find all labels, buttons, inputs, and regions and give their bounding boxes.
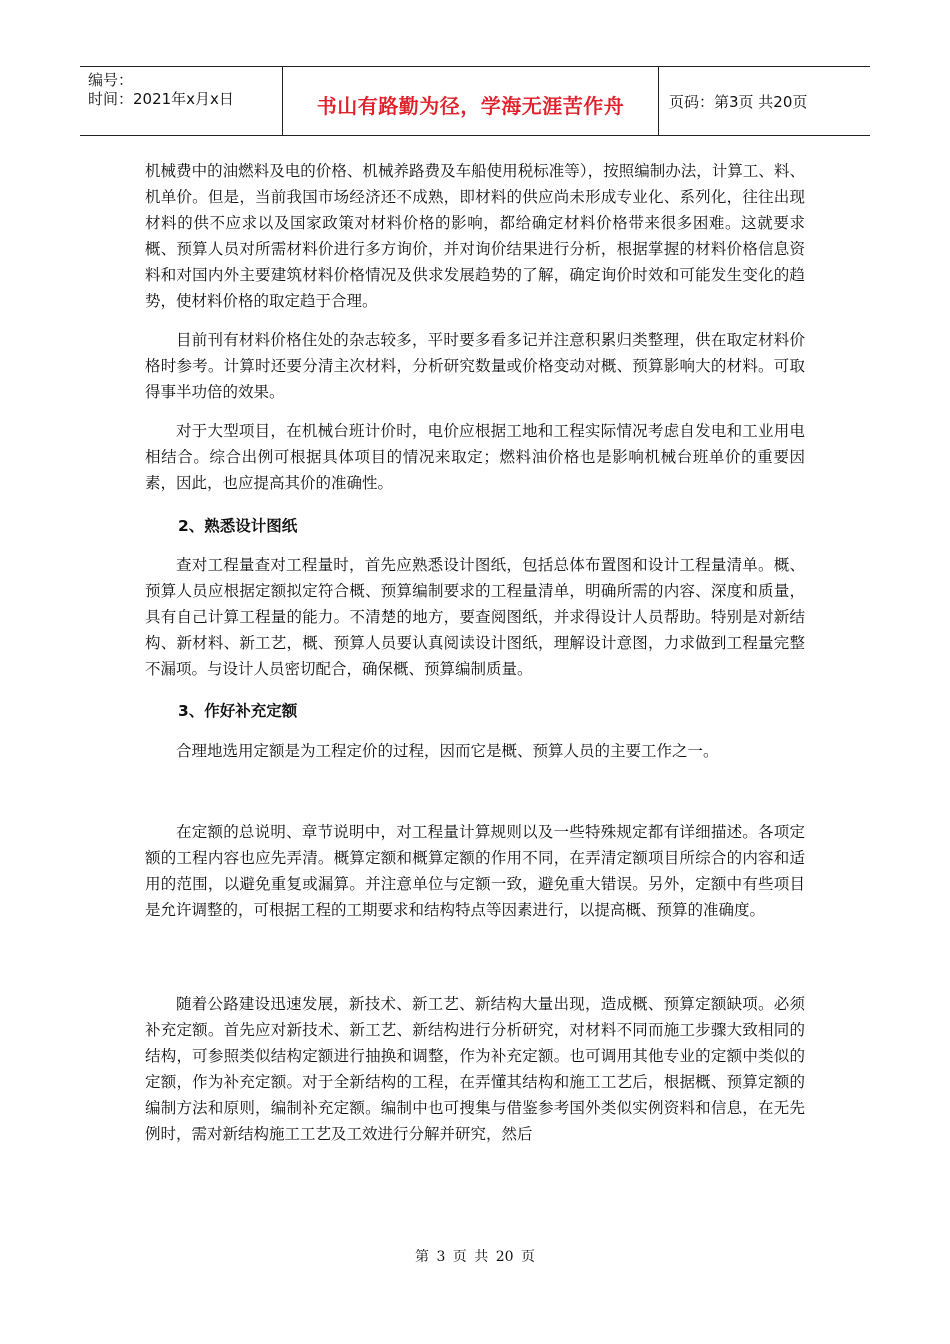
- paragraph-4: 查对工程量查对工程量时，首先应熟悉设计图纸，包括总体布置图和设计工程量清单。概、预算人员应根据定额拟定符合概、预算编制要求的工程量清单，明确所需的内容、深度和质量，具有自己计算工程量的能力。不清楚的地方，要查阅图纸，并求得设计人员帮助。特别是对新结构、新材料、新工艺，概、预算人员要认真阅读设计图纸，理解设计意图，力求做到工程量完整不漏项。与设计人员密切配合，确保概、预算编制质量。: [145, 556, 805, 678]
- paragraph-3: 对于大型项目，在机械台班计价时，电价应根据工地和工程实际情况考虑自发电和工业用电相结合。综合出例可根据具体项目的情况来取定；燃料油价格也是影响机械台班单价的重要因素，因此，也应提高其价的准确性。: [145, 422, 805, 492]
- header-meta: [80, 67, 283, 135]
- paragraph-5: 合理地选用定额是为工程定价的过程，因而它是概、预算人员的主要工作之一。: [176, 742, 719, 760]
- paragraph-7: 随着公路建设迅速发展，新技术、新工艺、新结构大量出现，造成概、预算定额缺项。必须补充定额。首先应对新技术、新工艺、新结构进行分析研究，对材料不同而施工步骤大致相同的结构，可参照类似结构定额进行抽换和调整，作为补充定额。也可调用其他专业的定额中类似的定额，作为补充定额。对于全新结构的工程，在弄懂其结构和施工工艺后，根据概、预算定额的编制方法和原则，编制补充定额。编制中也可搜集与借鉴参考国外类似实例资料和信息，在无先例时，需对新结构施工工艺及工效进行分解并研究，然后: [145, 995, 805, 1143]
- page-footer: 第 3 页 共 20 页: [415, 1249, 535, 1265]
- section-heading-3: 3、作好补充定额: [178, 702, 298, 720]
- header-page-number: 页码：第3页 共20页: [669, 92, 808, 111]
- doc-number-label: 编号：: [88, 71, 134, 89]
- paragraph-2: 目前刊有材料价格住处的杂志较多，平时要多看多记并注意积累归类整理，供在取定材料价格时参考。计算时还要分清主次材料，分析研究数量或价格变动对概、预算影响大的材料。可取得事半功倍的效果。: [145, 331, 805, 401]
- header-page-info: [659, 67, 870, 135]
- paragraph-6: 在定额的总说明、章节说明中，对工程量计算规则以及一些特殊规定都有详细描述。各项定额的工程内容也应先弄清。概算定额和概算定额的作用不同，在弄清定额项目所综合的内容和适用的范围，以避免重复或漏算。并注意单位与定额一致，避免重大错误。另外，定额中有些项目是允许调整的，可根据工程的工期要求和结构特点等因素进行，以提高概、预算的准确度。: [145, 823, 805, 919]
- header-motto-cell: [283, 67, 659, 135]
- document-body: [145, 158, 805, 1147]
- page-header: [80, 66, 870, 136]
- doc-time-label: 时间：2021年x月x日: [88, 90, 234, 108]
- paragraph-1: 机械费中的油燃料及电的价格、机械养路费及车船使用税标准等），按照编制办法，计算工、料、机单价。但是，当前我国市场经济还不成熟，即材料的供应尚未形成专业化、系列化，往往出现材料的供不应求以及国家政策对材料价格的影响，都给确定材料价格带来很多困难。这就要求概、预算人员对所需材料价进行多方询价，并对询价结果进行分析，根据掌握的材料价格信息资料和对国内外主要建筑材料价格情况及供求发展趋势的了解，确定询价时效和可能发生变化的趋势，使材料价格的取定趋于合理。: [145, 162, 805, 310]
- section-heading-2: 2、熟悉设计图纸: [178, 517, 298, 535]
- header-motto: 书山有路勤为径，学海无涯苦作舟: [316, 93, 625, 118]
